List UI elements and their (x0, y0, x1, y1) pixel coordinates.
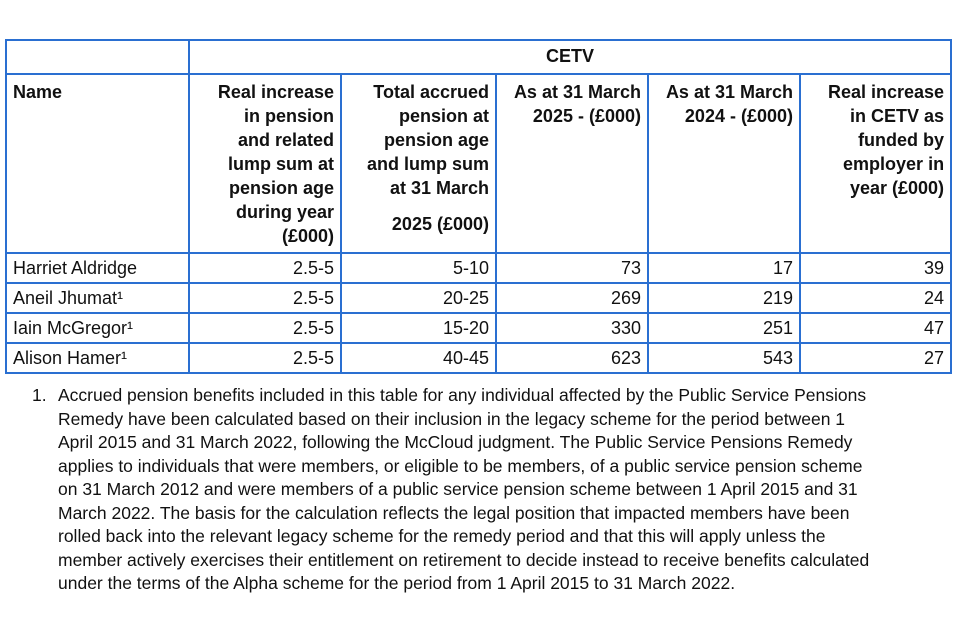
header-line: year (£000) (849, 178, 945, 198)
footnote (32, 384, 952, 596)
header-line: pension age (383, 130, 489, 150)
cetv-group-header: CETV (189, 40, 951, 74)
cell-name: Alison Hamer¹ (6, 343, 189, 373)
cell-name: Harriet Aldridge (6, 253, 189, 283)
header-line: lump sum at (227, 154, 334, 174)
footnote-line: on 31 March 2012 and were members of a public service pension scheme between 1 April 2015 and 31 (58, 479, 858, 499)
footnote-text (58, 384, 952, 596)
header-real-increase-cetv (800, 74, 951, 253)
header-cetv-2025 (496, 74, 648, 253)
cell-cetv-2025: 73 (496, 253, 648, 283)
header-line: 2025 - (£000) (532, 106, 641, 126)
header-line: (£000) (281, 226, 334, 246)
cell-real-increase-pension: 2.5-5 (189, 313, 341, 343)
header-line: and lump sum (366, 154, 489, 174)
header-gap (348, 200, 489, 212)
cell-total-accrued: 15-20 (341, 313, 496, 343)
cell-cetv-2025: 330 (496, 313, 648, 343)
cell-real-increase-pension: 2.5-5 (189, 343, 341, 373)
cell-name: Aneil Jhumat¹ (6, 283, 189, 313)
cell-cetv-2024: 543 (648, 343, 800, 373)
footnote-line: under the terms of the Alpha scheme for the period from 1 April 2015 to 31 March 2022. (58, 573, 736, 593)
cell-real-increase-cetv: 39 (800, 253, 951, 283)
cell-real-increase-pension: 2.5-5 (189, 283, 341, 313)
table-row (6, 283, 951, 313)
cell-real-increase-pension: 2.5-5 (189, 253, 341, 283)
header-line: in CETV as (850, 106, 945, 126)
cell-cetv-2024: 251 (648, 313, 800, 343)
cell-cetv-2025: 269 (496, 283, 648, 313)
cell-real-increase-cetv: 27 (800, 343, 951, 373)
footnote-line: applies to individuals that were members, or eligible to be members, of a public service pension scheme (58, 455, 863, 476)
header-line: pension age (228, 178, 334, 198)
header-total-accrued (341, 74, 496, 253)
cell-cetv-2024: 219 (648, 283, 800, 313)
table-row (6, 253, 951, 283)
pension-cetv-table (5, 39, 952, 374)
footnote-line: Accrued pension benefits included in this table for any individual affected by the Public Service Pensions (58, 385, 867, 405)
footnote-line: member actively exercises their entitlement on retirement to decide instead to receive benefits calculated (58, 549, 870, 570)
header-real-increase-pension (189, 74, 341, 253)
cell-real-increase-cetv: 47 (800, 313, 951, 343)
header-line: 2025 (£000) (391, 214, 489, 234)
footnote-line: Remedy have been calculated based on their inclusion in the legacy scheme for the period between 1 (58, 408, 846, 429)
footnote-line: April 2015 and 31 March 2022, following the McCloud judgment. The Public Service Pensions Remedy (58, 432, 853, 452)
footnote-line: rolled back into the relevant legacy scheme for the remedy period and that this will apply unless the (58, 526, 826, 546)
cell-real-increase-cetv: 24 (800, 283, 951, 313)
header-line: during year (235, 202, 334, 222)
header-line: pension at (398, 106, 489, 126)
header-name-line: Name (13, 82, 63, 102)
group-header-row (6, 40, 951, 74)
header-name (6, 74, 189, 253)
empty-corner-cell (6, 40, 189, 74)
cell-total-accrued: 40-45 (341, 343, 496, 373)
header-line: at 31 March (389, 178, 489, 198)
header-line: Real increase (827, 82, 945, 102)
cell-name: Iain McGregor¹ (6, 313, 189, 343)
column-header-row (6, 74, 951, 253)
cell-cetv-2024: 17 (648, 253, 800, 283)
header-line: and related (237, 130, 334, 150)
footnote-number: 1. (32, 385, 47, 405)
cell-total-accrued: 20-25 (341, 283, 496, 313)
header-line: Total accrued (373, 82, 489, 102)
cell-cetv-2025: 623 (496, 343, 648, 373)
header-line: As at 31 March (513, 82, 641, 102)
header-line: Real increase (217, 82, 334, 102)
header-line: employer in (843, 154, 945, 174)
table-row (6, 313, 951, 343)
table-row (6, 343, 951, 373)
cell-total-accrued: 5-10 (341, 253, 496, 283)
header-line: As at 31 March (665, 82, 793, 102)
footnote-line: March 2022. The basis for the calculation reflects the legal position that impacted members have been (58, 502, 850, 523)
header-line: in pension (244, 106, 334, 126)
header-line: funded by (858, 130, 945, 150)
header-line: 2024 - (£000) (684, 106, 793, 126)
header-cetv-2024 (648, 74, 800, 253)
